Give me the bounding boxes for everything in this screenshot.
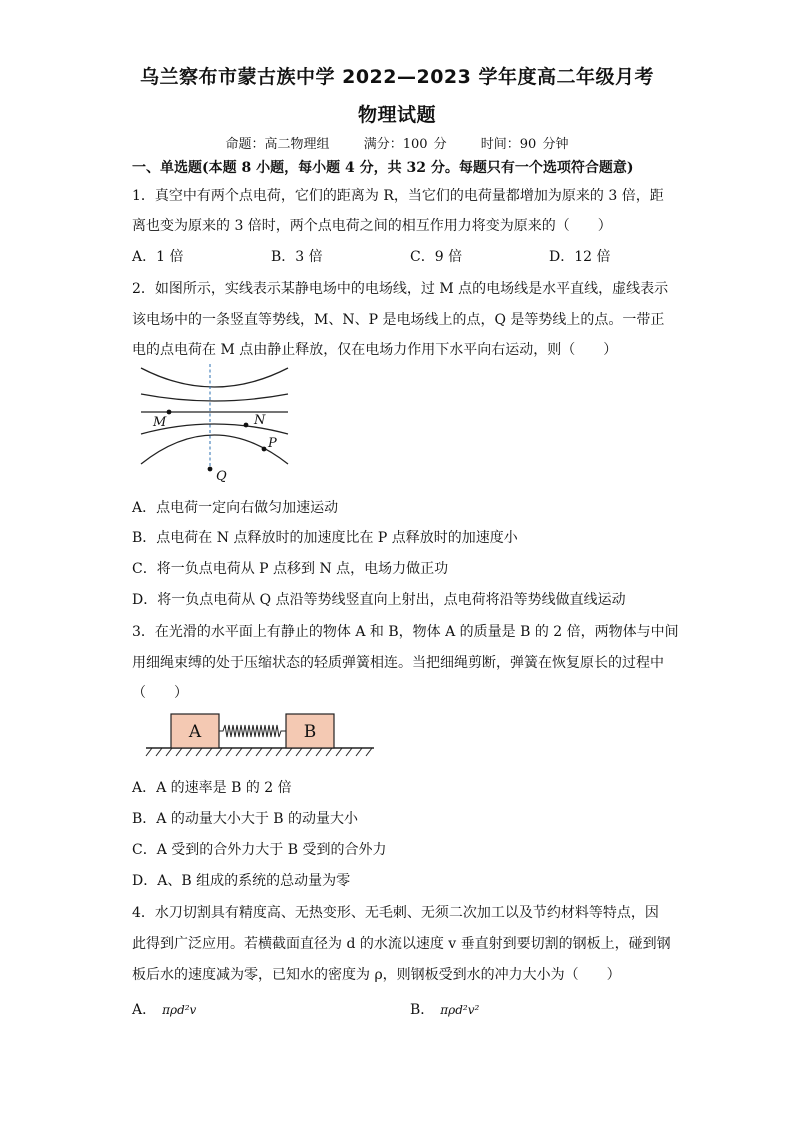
q3-text-line2: 用细绳束缚的处于压缩状态的轻质弹簧相连。当把细绳剪断，弹簧在恢复原长的过程中: [132, 655, 664, 671]
q2-text-line1: 2．如图所示，实线表示某静电场中的电场线，过 M 点的电场线是水平直线，虚线表示: [132, 281, 669, 297]
label-p: P: [268, 436, 277, 451]
setter-label: 命题：高二物理组: [225, 137, 330, 152]
compressed-spring: [219, 725, 286, 737]
field-line-top: [141, 368, 288, 387]
exam-subject-title: 物理试题: [357, 104, 436, 126]
field-line-upper: [141, 394, 288, 401]
block-b-label: B: [303, 722, 317, 742]
point-n-dot: [244, 423, 249, 428]
q2-text-line2: 该电场中的一条竖直等势线，M、N、P 是电场线上的点，Q 是等势线上的点。一带正: [132, 312, 665, 328]
point-m-dot: [167, 410, 172, 415]
q4-text-line3: 板后水的速度减为零，已知水的密度为 ρ，则钢板受到水的冲力大小为（ ）: [132, 967, 621, 983]
q3-text-line3: （ ）: [132, 685, 188, 701]
time-label: 时间：90 分钟: [480, 137, 569, 152]
ground-hatching: [146, 748, 372, 756]
block-a-label: A: [188, 722, 202, 742]
spring-blocks-diagram: [144, 712, 380, 764]
electric-field-diagram: [136, 362, 296, 484]
q1-text-line1: 1．真空中有两个点电荷，它们的距离为 R，当它们的电荷量都增加为原来的 3 倍，距: [132, 188, 664, 204]
point-p-dot: [262, 447, 267, 452]
q1-option-d: D．12 倍: [549, 249, 611, 265]
q2-option-a: A．点电荷一定向右做匀加速运动: [132, 500, 339, 516]
full-score-label: 满分：100 分: [363, 137, 447, 152]
q4-option-a-formula: πρd²v: [162, 1003, 197, 1017]
exam-meta: [0, 133, 794, 152]
section-heading: 一、单选题(本题 8 小题，每小题 4 分，共 32 分。每题只有一个选项符合题意): [132, 160, 634, 176]
point-q-dot: [208, 467, 213, 472]
q3-option-c: C．A 受到的合外力大于 B 受到的合外力: [132, 842, 387, 858]
q3-option-b: B．A 的动量大小大于 B 的动量大小: [132, 811, 359, 827]
label-m: M: [153, 415, 167, 430]
q2-option-c: C．将一负点电荷从 P 点移到 N 点，电场力做正功: [132, 561, 449, 577]
exam-title: 乌兰察布市蒙古族中学 2022—2023 学年度高二年级月考: [140, 66, 654, 88]
q1-text-line2: 离也变为原来的 3 倍时，两个点电荷之间的相互作用力将变为原来的（ ）: [132, 218, 612, 234]
q4-option-b-formula: πρd²v²: [440, 1003, 480, 1017]
q4-option-b: [410, 999, 479, 1019]
q3-text-line1: 3．在光滑的水平面上有静止的物体 A 和 B，物体 A 的质量是 B 的 2 倍，两物体与中间: [132, 624, 679, 640]
q4-option-a: [132, 999, 196, 1019]
q3-option-a: A．A 的速率是 B 的 2 倍: [132, 780, 292, 796]
label-n: N: [254, 413, 266, 428]
q4-option-b-letter: B．: [410, 1002, 435, 1018]
q1-option-a: A．1 倍: [132, 249, 184, 265]
q1-option-b: B．3 倍: [271, 249, 323, 265]
label-q: Q: [216, 469, 227, 484]
q1-option-c: C．9 倍: [410, 249, 463, 265]
q4-option-a-letter: A．: [132, 1002, 157, 1018]
q4-text-line1: 4．水刀切割具有精度高、无热变形、无毛刺、无须二次加工以及节约材料等特点，因: [132, 905, 659, 921]
q4-text-line2: 此得到广泛应用。若横截面直径为 d 的水流以速度 v 垂直射到要切割的钢板上，碰到钢: [132, 936, 671, 952]
q3-option-d: D．A、B 组成的系统的总动量为零: [132, 873, 351, 889]
q2-option-b: B．点电荷在 N 点释放时的加速度比在 P 点释放时的加速度小: [132, 530, 518, 546]
q2-option-d: D．将一负点电荷从 Q 点沿等势线竖直向上射出，点电荷将沿等势线做直线运动: [132, 592, 626, 608]
q2-text-line3: 电的点电荷在 M 点由静止释放，仅在电场力作用下水平向右运动，则（ ）: [132, 342, 618, 358]
